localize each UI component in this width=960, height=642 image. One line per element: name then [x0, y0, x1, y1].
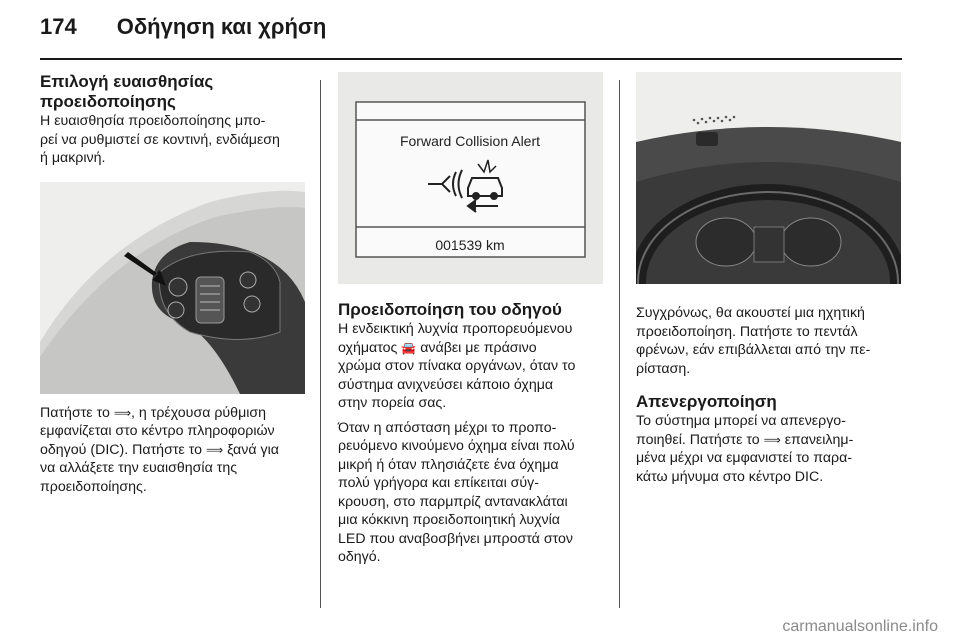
driver-alert-paragraph-2: Όταν η απόσταση μέχρι το προπο- ρευόμενο κινούμενο όχημα είναι πολύ μικρή ή όταν πλησιάζετε ένα όχημα πολύ γρήγορα και επίκειται σύγ- κρουση, στο παρμπρίζ αντανακλάται μια κόκκινη προειδοποιητική λυχνία LED που αναβοσβήνει μπροστά στον οδηγό.	[338, 419, 575, 565]
page-number: 174	[40, 14, 77, 39]
alert-continued-paragraph: Συγχρόνως, θα ακουστεί μια ηχητική προειδοποίηση. Πατήστε το πεντάλ φρένων, εάν επιβάλλεται από την πε- ρίσταση.	[636, 305, 871, 377]
collision-alert-button-icon: ⟹	[113, 405, 132, 420]
collision-alert-button-icon: ⟹	[205, 442, 224, 457]
deactivation-paragraph: Το σύστημα μπορεί να απενεργο- ποιηθεί. Πατήστε το ⟹ επανειλημ- μένα μέχρι να εμφανιστεί το παρα- κάτω μήνυμα στο κέντρο DIC.	[636, 413, 854, 485]
watermark: carmanualsonline.info	[782, 618, 938, 635]
vehicle-ahead-icon: 🚘	[401, 340, 417, 355]
steering-wheel-svg	[40, 182, 305, 394]
section-heading-deactivation: Απενεργοποίηση	[636, 392, 777, 411]
intro-paragraph: Η ευαισθησία προειδοποίησης μπο- ρεί να ρυθμιστεί σε κοντινή, ενδιάμεση ή μακρινή.	[40, 113, 280, 166]
header-rule	[40, 58, 902, 60]
column-2	[338, 72, 605, 567]
steering-wheel-illustration	[40, 182, 305, 394]
display-title: Forward Collision Alert	[399, 133, 541, 149]
button-instructions: Πατήστε το ⟹, η τρέχουσα ρύθμιση εμφανίζεται στο κέντρο πληροφοριών οδηγού (DIC). Πατήστε το ⟹ ξανά για να αλλάξετε την ευαισθησία της προειδοποίησης.	[40, 404, 279, 495]
dic-display-svg	[338, 72, 603, 284]
column-3	[636, 72, 903, 486]
column-1	[40, 72, 305, 496]
page-header	[40, 14, 326, 40]
column-divider-2	[619, 80, 620, 608]
display-odometer: 001539 km	[435, 237, 505, 253]
chapter-title: Οδήγηση και χρήση	[116, 14, 327, 39]
dashboard-svg	[636, 72, 901, 284]
column-divider-1	[320, 80, 321, 608]
driver-alert-paragraph-1: Η ενδεικτική λυχνία προπορευόμενου οχήματος 🚘 ανάβει με πράσινο χρώμα στον πίνακα οργάνων, όταν το σύστημα ανιχνεύσει κάποιο όχημα στην πορεία σας.	[338, 321, 576, 411]
section-heading-driver-alert: Προειδοποίηση του οδηγού	[338, 300, 562, 319]
dic-display-illustration	[338, 72, 603, 284]
collision-alert-button-icon: ⟹	[763, 432, 781, 447]
section-heading-sensitivity: Επιλογή ευαισθησίας προειδοποίησης	[40, 72, 214, 111]
dashboard-illustration	[636, 72, 901, 284]
